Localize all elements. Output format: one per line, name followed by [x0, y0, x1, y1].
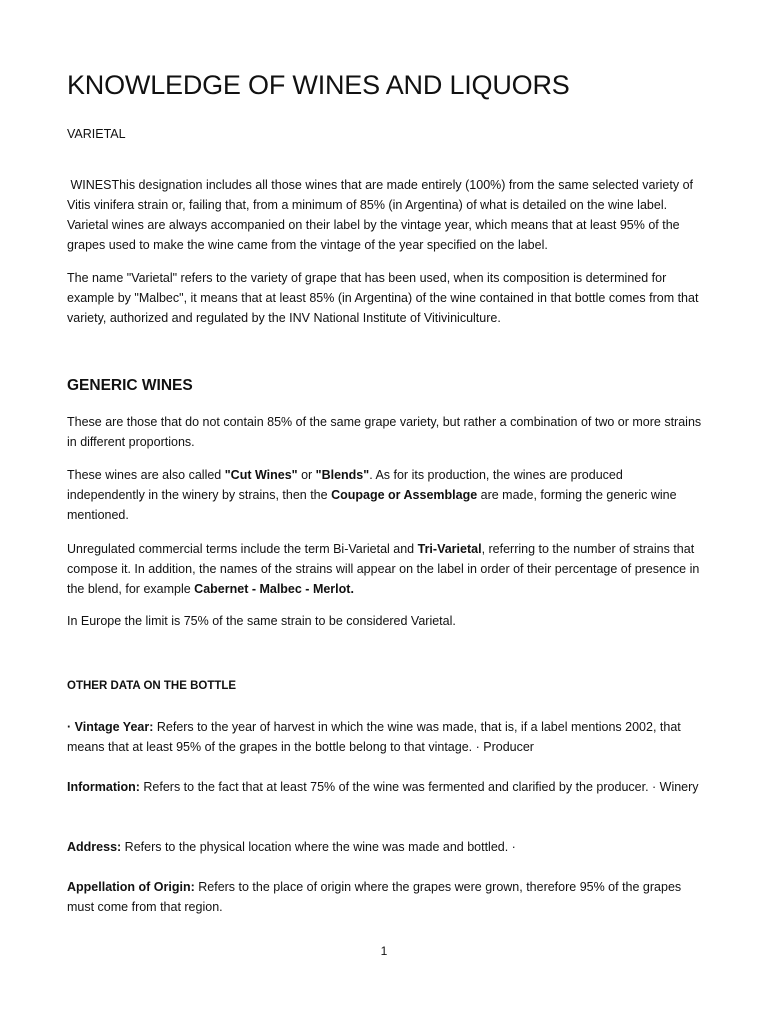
generic-paragraph-2: These wines are also called "Cut Wines" or "Blends". As for its production, the wines are produced independently in the winery by strains, then the Coupage or Assemblage are made, forming the generic wine mentioned. [67, 468, 677, 522]
information-item: Information: Refers to the fact that at least 75% of the wine was fermented and clarified by the producer. · Winery [67, 780, 699, 794]
bold-term: Tri-Varietal [417, 542, 482, 556]
generic-paragraph-3: Unregulated commercial terms include the term Bi-Varietal and Tri-Varietal, referring to the number of strains that compose it. In addition, the names of the strains will appear on the label in order of their percentage of presence in the blend, for example Cabernet - Malbec - Merlot. [67, 542, 700, 596]
bold-term: Cabernet - Malbec - Merlot. [194, 582, 354, 596]
bold-term: "Blends" [315, 468, 370, 482]
appellation-item: Appellation of Origin: Refers to the place of origin where the grapes were grown, therefore 95% of the grapes must come from that region. [67, 880, 682, 914]
bold-term: Coupage or Assemblage [331, 488, 478, 502]
generic-paragraph-4: In Europe the limit is 75% of the same strain to be considered Varietal. [67, 614, 456, 628]
page-number: 1 [380, 944, 388, 958]
address-item: Address: Refers to the physical location where the wine was made and bottled. · [67, 840, 516, 854]
varietal-paragraph-2: The name "Varietal" refers to the variety of grape that has been used, when its composition is determined for example by "Malbec", it means that at least 85% (in Argentina) of the wine contained in that bottle comes from that variety, authorized and regulated by the INV National Institute of Vitiviniculture. [67, 271, 699, 325]
vintage-year-item: · Vintage Year: Refers to the year of harvest in which the wine was made, that is, if a label mentions 2002, that means that at least 95% of the grapes in the bottle belong to that vintage. · Producer [67, 720, 681, 754]
bold-term: "Cut Wines" [224, 468, 298, 482]
generic-wines-heading: GENERIC WINES [67, 377, 193, 394]
varietal-label: VARIETAL [67, 127, 126, 141]
varietal-paragraph-1: WINESThis designation includes all those wines that are made entirely (100%) from the same selected variety of Vitis vinifera strain or, failing that, from a minimum of 85% (in Argentina) of what is detailed on the wine label. Varietal wines are always accompanied on their label by the vintage year, which means that at least 95% of the grapes used to make the wine came from the vintage of the year specified on the label. [67, 178, 697, 252]
other-data-heading: OTHER DATA ON THE BOTTLE [67, 680, 237, 692]
generic-paragraph-1: These are those that do not contain 85% of the same grape variety, but rather a combination of two or more strains in different proportions. [67, 415, 702, 449]
page-title: KNOWLEDGE OF WINES AND LIQUORS [67, 70, 570, 100]
